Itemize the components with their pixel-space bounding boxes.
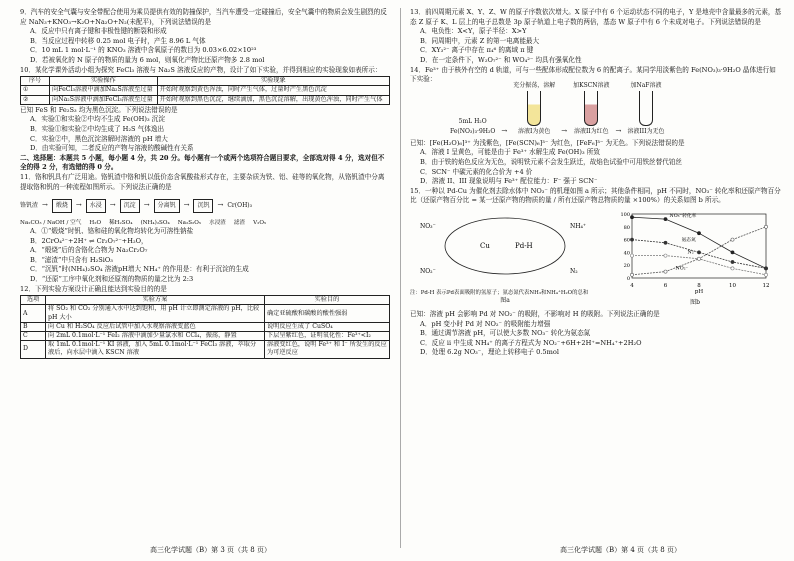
table-cell: 向Na₂S溶液中滴加FeCl₃溶液至过量: [50, 95, 158, 104]
series-label: N₂: [687, 250, 694, 256]
y-tick-label: 0: [626, 275, 630, 282]
y-tick-label: 80: [623, 224, 630, 231]
table-cell: 开始时观察到黑色沉淀，继续滴加，黑色沉淀溶解，出现黄色浑浊，同时产生气体: [157, 95, 389, 104]
data-point: [731, 238, 734, 241]
start-solid: [450, 117, 495, 137]
q13-option-c: C．XY₃²⁻ 离子中存在 π₄⁶ 的离域 π 键: [420, 46, 534, 55]
data-point: [664, 217, 667, 220]
arrow-icon: →: [615, 127, 622, 136]
table-cell: C: [21, 332, 46, 341]
flow-reagent: Na₂CO₃ / NaOH / 空气: [20, 220, 82, 227]
data-point: [664, 270, 667, 273]
q14-known: 已知：[Fe(H₂O)₆]³⁺ 为浅紫色，[Fe(SCN)₆]³⁻ 为红色，[FeF₆]³⁻ 为无色。下列说法错误的是: [410, 138, 685, 147]
data-point: [630, 216, 633, 219]
q11-note-2: B．2CrO₄²⁻+2H⁺ ⇌ Cr₂O₇²⁻+H₂O，: [30, 236, 148, 245]
tube-3: [627, 81, 664, 137]
q9-option-b: B．当反应过程中转移 0.25 mol 电子时，产生 8.96 L 气体: [30, 36, 206, 45]
q15-option-c: C．反应 ii 中生成 NH₄⁺ 的离子方程式为 NO₂⁻+6H+2H⁺=NH₄⁺+2H₂O: [420, 338, 642, 347]
q14-experiment-diagram: [450, 81, 782, 137]
data-point: [731, 251, 734, 254]
left-column: [20, 8, 390, 360]
flow-output: V₂O₅: [253, 220, 267, 227]
catalyst-cycle: [445, 218, 565, 274]
tube-1: [513, 81, 555, 137]
q14-option-d: D．溶液 II、III 现象说明与 Fe³⁺ 配位能力：F⁻ 强于 SCN⁻: [420, 177, 598, 186]
table-cell: A: [21, 305, 46, 322]
flow-step: 沉钒: [193, 199, 213, 213]
q11-option-d: D．“还原”工序中氧化剂和还原剂的物质的量之比为 2:3: [30, 275, 194, 284]
q9-option-c: C．10 mL 1 mol·L⁻¹ 的 KNO₃ 溶液中含氧原子的数目为 0.03×6.02×10²³: [30, 46, 257, 55]
q14-option-a: A．溶液 I 呈黄色，可能是由于 Fe³⁺ 水解生成 Fe(OH)₃ 所致: [420, 148, 600, 157]
y-tick-label: 20: [623, 263, 630, 270]
q15-option-d: D．处理 6.2g NO₃⁻，理论上转移电子 0.5mol: [420, 348, 559, 357]
q12-table: [20, 295, 390, 358]
flow-step: 沉淀: [120, 199, 140, 213]
q11-flowchart: [20, 194, 390, 218]
table-row: [21, 305, 390, 322]
q10-header-op: 实验操作: [50, 77, 158, 86]
figure-a-caption: 注：Pd-H 表示Pd表面吸附的氢原子；氨态氮代表NH₃和NH₄⁺H₂O的总和: [410, 289, 589, 296]
column-divider: [400, 8, 401, 548]
arrow-icon: →: [75, 201, 82, 210]
q12-header-goal: 实验目的: [265, 296, 390, 305]
series-line: [632, 217, 766, 268]
table-cell: ②: [21, 95, 50, 104]
flow-step: 水浸: [86, 199, 106, 213]
tube-label: 溶液III为无色: [627, 128, 665, 136]
pd-label: Pd-H: [515, 241, 533, 250]
table-row: [21, 332, 390, 341]
table-cell: 取 1mL 0.1mol·L⁻¹ KI 溶液，加入 5mL 0.1mol·L⁻¹ FeCl₃ 溶液，萃取分液后，向水层中滴入 KSCN 溶液: [46, 341, 265, 358]
table-cell: ①: [21, 86, 50, 95]
q11-stem: 11．铬和钒具有广泛用途。铬钒渣中铬和钒以低价态含氧酸盐形式存在，主要杂质为铁、铝、硅等的氧化物，从铬钒渣中分离提取铬和钒的一种流程如图所示。下列说法正确的是: [20, 172, 385, 191]
data-point: [664, 254, 667, 257]
q9-option-d: D．若被氧化的 N 原子的物质的量为 6 mol，则氧化产物比还原产物多 2.8 mol: [30, 55, 265, 64]
data-point: [630, 273, 633, 276]
page-footer-right: 高三化学试题（B）第 4 页（共 8 页）: [560, 546, 681, 554]
flow-step: 分离钒: [154, 199, 180, 213]
table-row: [21, 86, 390, 95]
arrow-icon: →: [183, 201, 190, 210]
arrow-icon: →: [217, 201, 224, 210]
page-footer-left: 高三化学试题（B）第 3 页（共 8 页）: [150, 546, 271, 554]
arrow-icon: →: [143, 201, 150, 210]
q13-option-b: B．同周期中，元素 Z 的第一电离能最大: [420, 36, 540, 45]
table-cell: 开始时观察到黄色浑浊，同时产生气体，过量时产生黑色沉淀: [157, 86, 389, 95]
table-cell: D: [21, 341, 46, 358]
data-point: [630, 238, 633, 241]
flow-reagent: H₂O: [89, 220, 102, 227]
q10-stem: 10．某化学课外活动小组为探究 FeCl₃ 溶液与 Na₂S 溶液反应的产物，设计了如下实验，并得到相应的实验现象如表所示：: [20, 65, 382, 74]
arrow-icon: →: [42, 201, 48, 210]
tube-2: [573, 81, 609, 137]
table-row: [21, 95, 390, 104]
step-label: 加NaF溶液: [630, 81, 662, 89]
step-label: 加KSCN溶液: [573, 81, 610, 89]
data-point: [764, 273, 767, 276]
flow-start: 铬钒渣: [20, 202, 39, 210]
chart-series: [630, 212, 767, 276]
x-tick-label: 6: [663, 282, 668, 289]
q10-header-no: 序号: [21, 77, 50, 86]
data-point: [697, 251, 700, 254]
arrow-icon: →: [561, 127, 568, 136]
flow-reagent: 稀H₂SO₄: [109, 220, 133, 227]
y-tick-label: 60: [623, 237, 630, 244]
test-tube-icon: [527, 91, 541, 126]
test-tube-icon: [584, 91, 598, 126]
no2-label: NO₂⁻: [420, 267, 436, 275]
q13-option-a: A．电负性：X<Y，原子半径：X>Y: [420, 27, 527, 36]
table-cell: 将 SO₂ 和 CO₂ 分别通入水中达到饱和，用 pH 计立即测定溶液的 pH，比较 pH 大小: [46, 305, 265, 322]
series-label: NO₃⁻转化率: [669, 214, 697, 220]
data-point: [697, 257, 700, 260]
q9-stem: 9．汽车的安全气囊与安全带配合使用为乘员提供有效的防撞保护，当汽车遭受一定碰撞后，安全气囊中的物质会发生剧烈的反应 NaN₃+KNO₃→K₂O+Na₂O+N₂(未配平)，下列说法错误的是: [20, 8, 387, 26]
q10-table: [20, 76, 390, 105]
figure-a: [410, 208, 600, 308]
q11-option-c: C．“沉钒”时(NH₄)₂SO₄ 溶液pH增大 NH₄⁺ 的作用是：有利于沉淀的生成: [30, 265, 249, 274]
no3-label: NO₃⁻: [420, 222, 436, 230]
x-tick-label: 10: [729, 282, 736, 289]
data-point: [764, 267, 767, 270]
figure-a-label: 图a: [500, 297, 510, 305]
n2-label: N₂: [570, 267, 578, 275]
table-cell: 溶液变红色，说明 Fe³⁺ 和 I⁻ 所发生的反应为可逆反应: [265, 341, 390, 358]
q11-note-1: A．①“煅烧”时钒、铬和硅的氧化物均转化为可溶性钠盐: [30, 227, 194, 236]
plot-frame: [632, 214, 766, 278]
q10-option-c: C．实验②中，黑色沉淀溶解时溶液的 pH 增大: [30, 134, 168, 143]
test-tube-icon: [639, 91, 653, 126]
q12-header-plan: 实验方案: [46, 296, 265, 305]
q10-option-b: B．实验①和实验②中均生成了 H₂S 气体逸出: [30, 124, 165, 133]
series-label: NO₂⁻: [675, 266, 689, 272]
q11-option-b: B．“滤渣”中只含有 H₂SiO₃: [30, 255, 113, 264]
q10-note: 已知 FeS 和 Fe₂S₃ 均为黑色沉淀。下列说法错误的是: [20, 105, 178, 114]
flow-output: 滤渣: [233, 220, 246, 227]
data-point: [731, 267, 734, 270]
data-point: [697, 232, 700, 235]
table-cell: 说明反应生成了 CuSO₄: [265, 322, 390, 331]
right-column: [410, 8, 782, 358]
series-label: 氨态氮: [681, 237, 696, 243]
q14-option-b: B．由于铁的焰色反应为无色，说明铁元素不会发生跃迁，故焰色试验中可用铁丝替代铂丝: [420, 157, 682, 166]
q15-figures: [410, 208, 782, 308]
q13-stem: 13．前四周期元素 X、Y、Z、W 的原子序数依次增大。X 原子中有 6 个运动状态不同的电子，Y 是地壳中含量最多的元素，基态 Z 原子 K、L 层上的电子总数是 3p 原子轨道上电子数的两倍，基态 W 原子中有 6 个未成对电子。下列说法错误的是: [410, 8, 782, 26]
chart-axes: [620, 212, 769, 294]
flow-reagent: Na₂S₂O₅: [177, 220, 202, 227]
table-cell: 确定亚硫酸和碳酸的酸性强弱: [265, 305, 390, 322]
q12-header-opt: 选项: [21, 296, 46, 305]
mechanism-diagram: [410, 208, 600, 286]
table-cell: 向FeCl₃溶液中滴加Na₂S溶液至过量: [50, 86, 158, 95]
x-axis-label: pH: [694, 288, 704, 294]
q10-option-d: D．由实验可知，二者反应的产物与溶液的酸碱性有关系: [30, 144, 194, 153]
q15-stem: 15．一种以 Pd-Cu 为催化剂去除水体中 NO₃⁻ 的机理如图 a 所示；其他条件相同，pH 不同时，NO₃⁻ 转化率和还原产物百分比（还原产物百分比 = 某一还原产物的物质的量 / 所有还原产物总物质的量 ×100%）的关系如图 b 所示。: [410, 186, 781, 205]
data-point: [731, 260, 734, 263]
flow-output: Cr(OH)₃: [227, 202, 253, 210]
q11-option-a: A．“煅烧”后的含铬化合物为 Na₂Cr₂O₇: [30, 246, 148, 255]
data-point: [664, 241, 667, 244]
arrow-icon: →: [109, 201, 116, 210]
table-row: [21, 322, 390, 331]
q14-option-c: C．SCN⁻ 中碳元素的化合价为 +4 价: [420, 167, 533, 176]
q12-stem: 12．下列实验方案设计正确且能达到实验目的的是: [20, 284, 167, 293]
table-cell: 向 Cu 和 H₂SO₄ 反应后试管中加入水观察溶液变蓝色: [46, 322, 265, 331]
flow-reagent: (NH₄)₂SO₄: [140, 220, 170, 227]
y-tick-label: 100: [620, 211, 630, 218]
x-tick-label: 12: [762, 282, 770, 289]
q15-known: 已知：溶液 pH 会影响 Pd 对 NO₂⁻ 的吸附，不影响对 H 的吸附。下列说法正确的是: [410, 309, 660, 318]
q10-option-a: A．实验①和实验②中均不生成 Fe(OH)₃ 沉淀: [30, 115, 165, 124]
section-2-heading: 二、选择题：本题共 5 小题，每小题 4 分，共 20 分。每小题有一个或两个选项符合题目要求，全部选对得 4 分，选对但不全的得 2 分，有选错的得 0 分。: [20, 153, 385, 172]
table-row: [21, 341, 390, 358]
y-tick-label: 40: [623, 250, 630, 257]
q13-option-d: D．在一定条件下，W₂O₇²⁻ 和 WO₄²⁻ 均具有强氧化性: [420, 55, 582, 64]
q15-option-a: A．pH 变小时 Pd 对 NO₂⁻ 的吸附能力增强: [420, 319, 551, 328]
reagent-label: 5mL H₂O: [458, 117, 487, 125]
flow-output: 水浸渣: [209, 220, 226, 227]
tube-label: 溶液II为红色: [573, 128, 609, 136]
tube-label: 溶液I为黄色: [518, 128, 551, 136]
table-cell: 下层呈紫红色，证明氧化性：Fe³⁺<I₂: [265, 332, 390, 341]
chart-svg: [610, 208, 780, 294]
table-cell: 向 2mL 0.1mol·L⁻¹ FeI₂ 溶液中滴加少量氯水和 CCl₄，振荡，静置: [46, 332, 265, 341]
x-tick-label: 8: [697, 282, 701, 289]
step-label: 充分振荡，溶解: [513, 81, 556, 89]
x-tick-label: 4: [630, 282, 634, 289]
q15-option-b: B．通过调节溶液 pH，可以使大多数 NO₃⁻ 转化为氨态氮: [420, 329, 591, 338]
figure-b: [610, 208, 780, 308]
data-point: [630, 254, 633, 257]
figure-b-label: 图b: [690, 298, 700, 306]
data-point: [764, 225, 767, 228]
q14-stem: 14．Fe³⁺ 由于核外有空的 d 轨道，可与一些配体形成配位数为 6 的配离子。某同学用淡紫色的 Fe(NO₃)₃·9H₂O 晶体进行如下实验：: [410, 65, 776, 84]
q9-option-a: A．反应中只有离子键和非极性键的断裂和形成: [30, 27, 167, 36]
table-cell: B: [21, 322, 46, 331]
arrow-icon: →: [501, 127, 508, 136]
cu-label: Cu: [480, 241, 490, 250]
flow-step: 煅烧: [52, 199, 72, 213]
q10-header-obs: 实验现象: [157, 77, 389, 86]
start-label: Fe(NO₃)₃·9H₂O: [450, 128, 496, 136]
nh4-label: NH₄⁺: [570, 222, 587, 230]
